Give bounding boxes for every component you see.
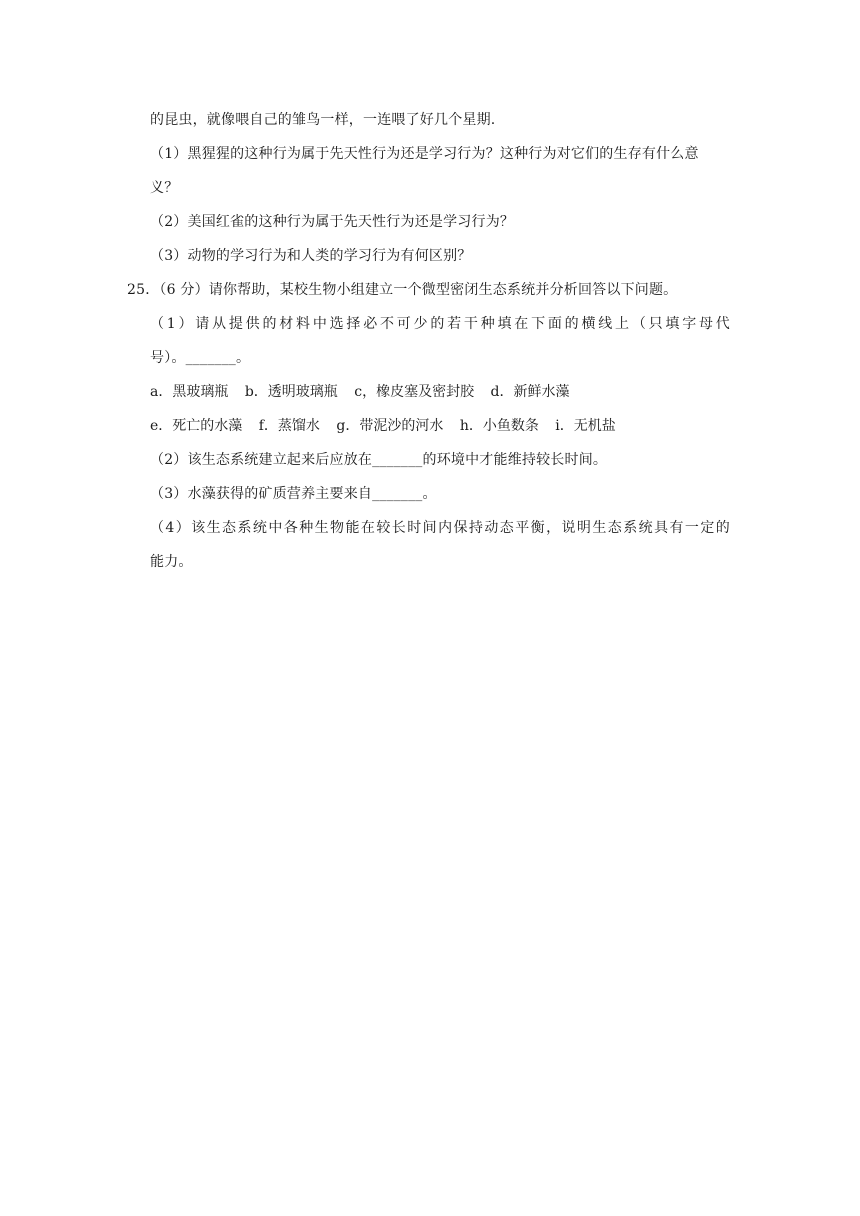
q24-continuation-line: 的昆虫，就像喂自己的雏鸟一样，一连喂了好几个星期. (150, 112, 496, 128)
option-g: g．带泥沙的河水 (336, 418, 444, 434)
option-c: c，橡皮塞及密封胶 (354, 384, 475, 400)
q25-sub4-line1: （4）该生态系统中各种生物能在较长时间内保持动态平衡，说明生态系统具有一定的 (150, 520, 730, 536)
q24-sub1-line1: （1）黑猩猩的这种行为属于先天性行为还是学习行为？这种行为对它们的生存有什么意 (150, 146, 699, 162)
q25-sub2: （2）该生态系统建立起来后应放在_______的环境中才能维持较长时间。 (150, 452, 608, 468)
option-b: b．透明玻璃瓶 (244, 384, 338, 400)
q25-sub1-line1: （1）请从提供的材料中选择必不可少的若干种填在下面的横线上（只填字母代 (150, 316, 730, 332)
q25-stem: 25．（6 分）请你帮助，某校生物小组建立一个微型密闭生态系统并分析回答以下问题。 (127, 282, 678, 298)
option-h: h．小鱼数条 (459, 418, 539, 434)
option-e: e．死亡的水藻 (150, 418, 243, 434)
q24-sub1-line2: 义？ (150, 180, 179, 196)
q25-sub4-line2: 能力。 (150, 554, 193, 570)
option-i: i．无机盐 (555, 418, 616, 434)
q24-sub2: （2）美国红雀的这种行为属于先天性行为还是学习行为？ (150, 214, 515, 230)
q25-options-row1 (150, 382, 570, 402)
q25-sub3: （3）水藻获得的矿质营养主要来自_______。 (150, 486, 437, 502)
q24-sub3: （3）动物的学习行为和人类的学习行为有何区别？ (150, 248, 472, 264)
option-f: f．蒸馏水 (258, 418, 320, 434)
option-d: d．新鲜水藻 (490, 384, 570, 400)
q25-sub1-line2: 号）。_______。 (150, 350, 251, 366)
option-a: a．黑玻璃瓶 (150, 384, 229, 400)
q25-options-row2 (150, 416, 616, 436)
